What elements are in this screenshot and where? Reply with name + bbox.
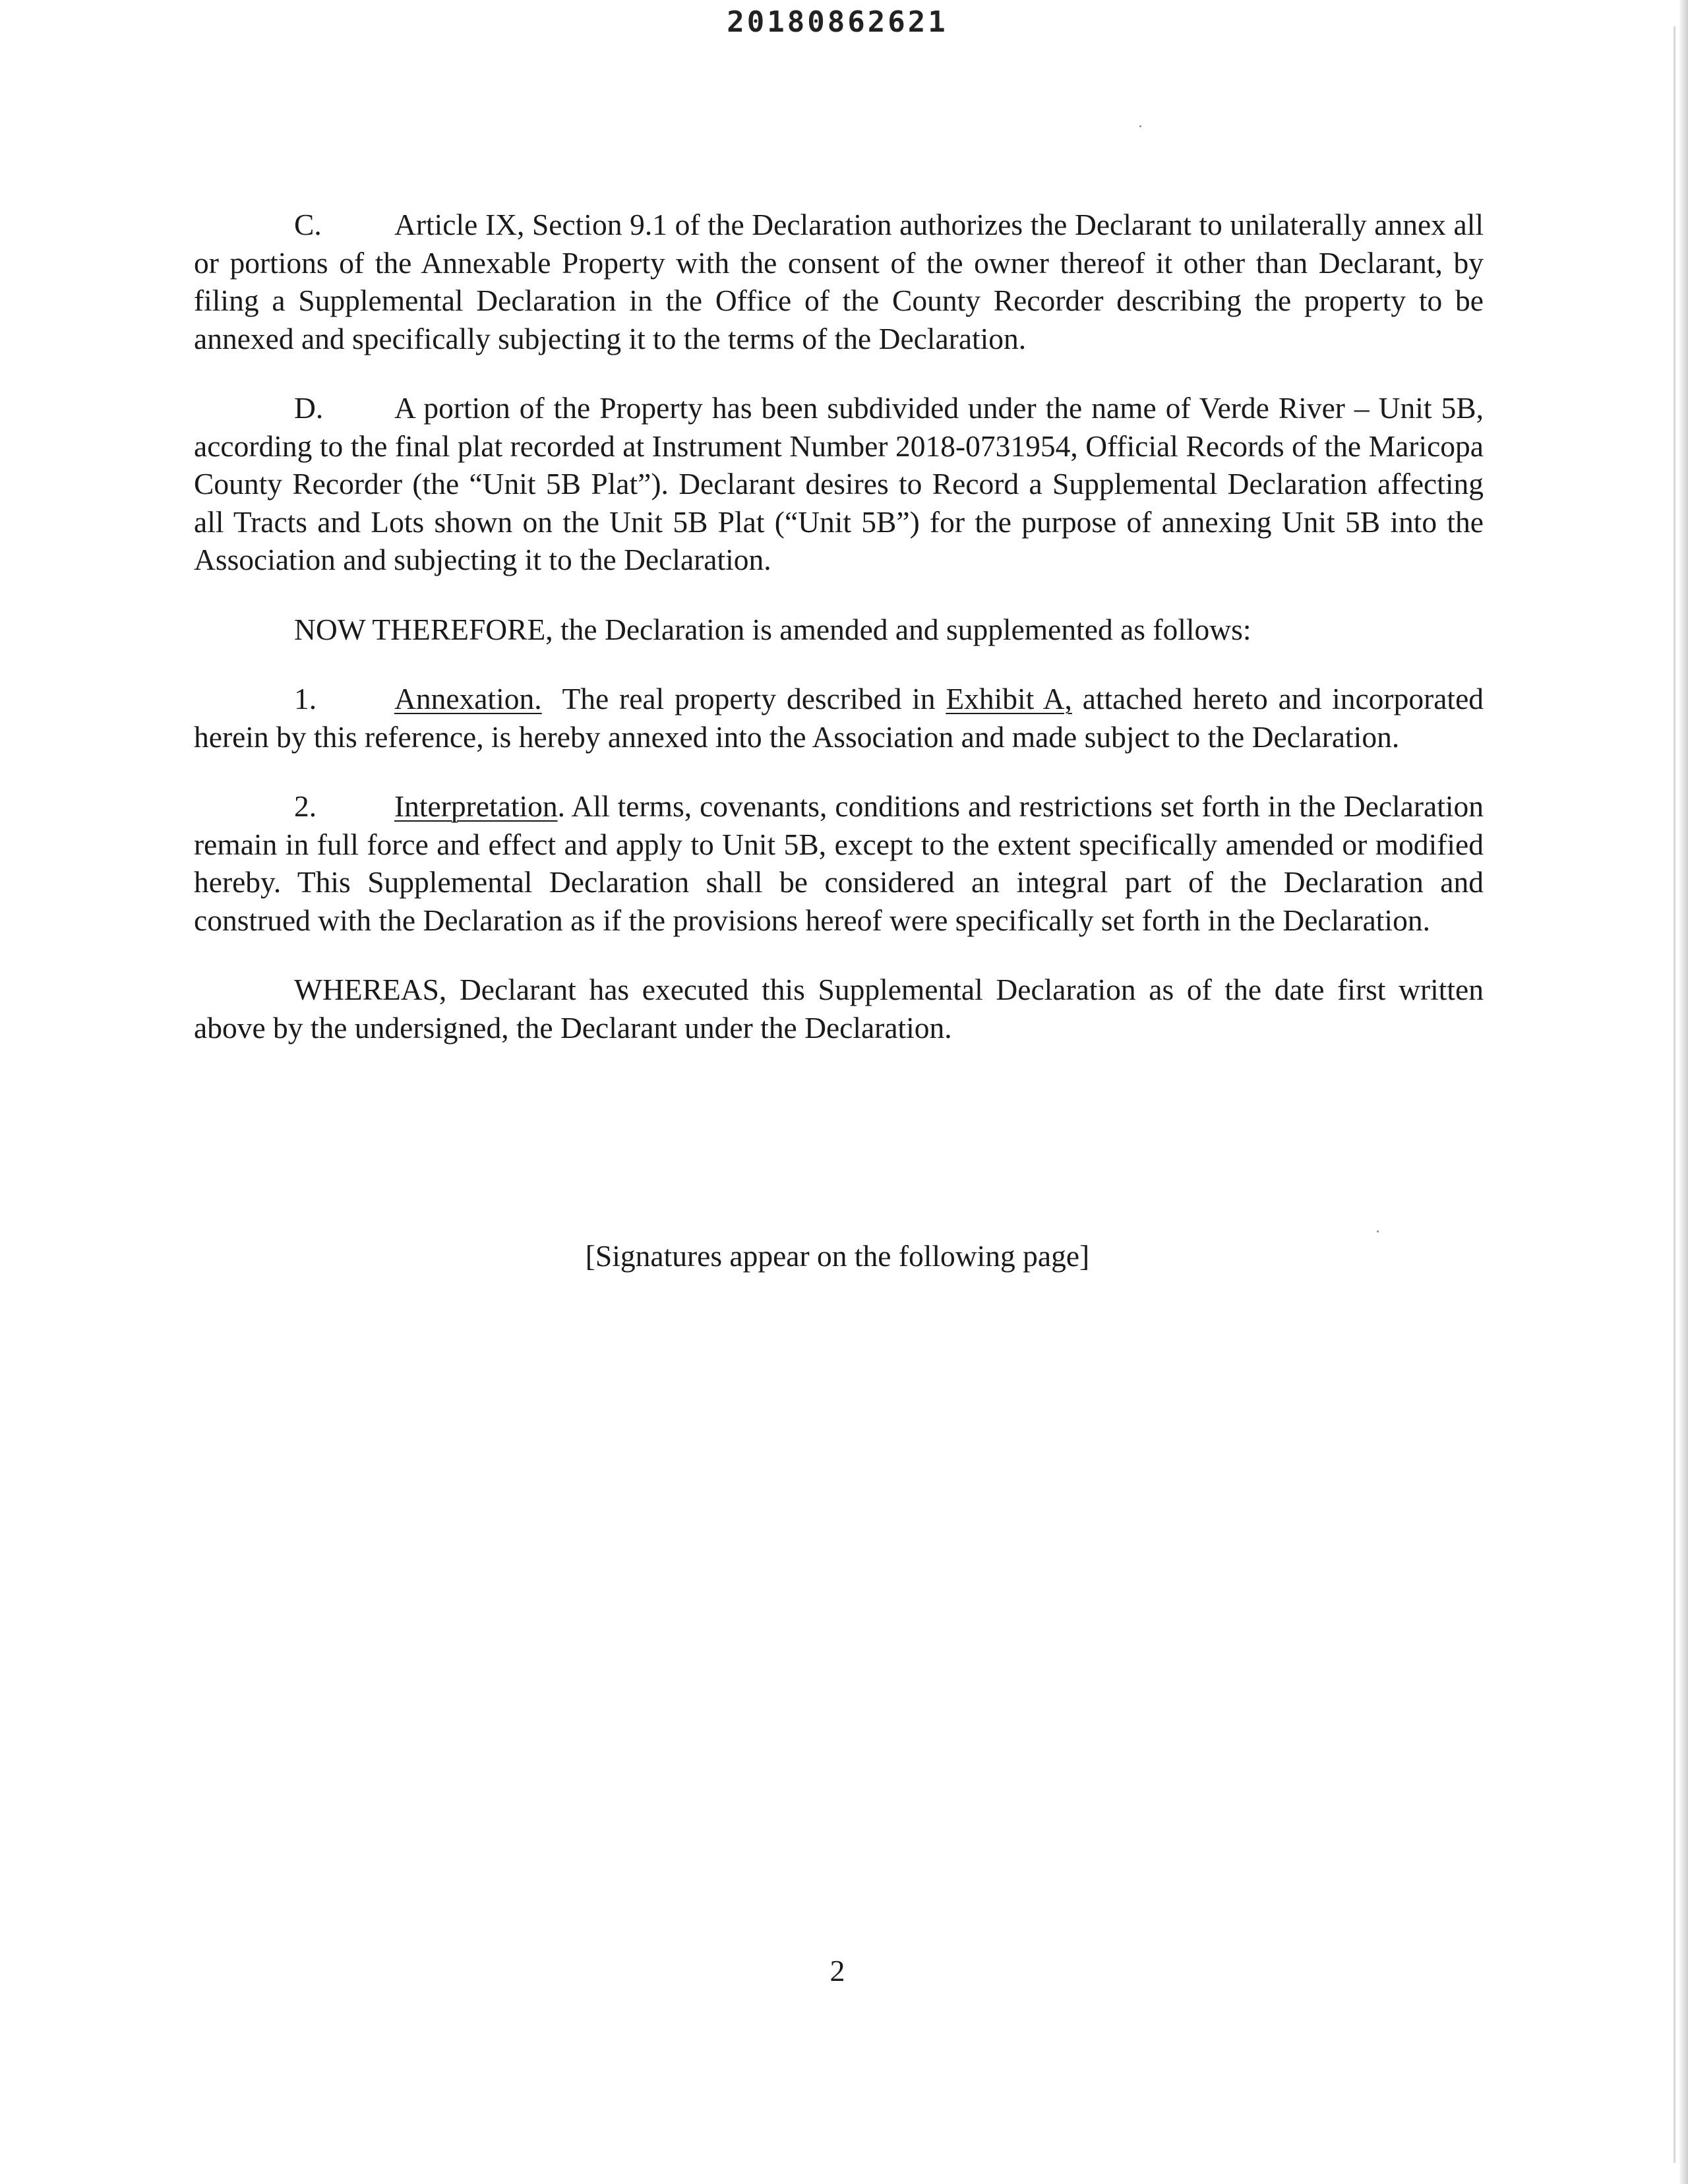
scan-speck [1377, 1230, 1379, 1232]
recital-c-text: Article IX, Section 9.1 of the Declaration authorizes the Declarant to unilaterally annex all or portions of the Annexable Property with the consent of the owner thereof it other than Declarant, by filing a Supplemental Declaration in the Office of the County Recorder describing the property to be annexed and specifically subjecting it to the terms of the Declaration. [194, 208, 1484, 355]
section-annexation [194, 680, 1484, 756]
section-2-label: 2. [294, 789, 317, 823]
section-1-text-after: attached hereto and incorporated herein by this reference, is hereby annexed into the Association and made subject to the Declaration. [194, 682, 1484, 754]
section-2-text: . All terms, covenants, conditions and restrictions set forth in the Declaration remain in full force and effect and apply to Unit 5B, except to the extent specifically amended or modified hereby. This Supplemental Declaration shall be considered an integral part of the Declaration and construed with the Declaration as if the provisions hereof were specifically set forth in the Declaration. [194, 789, 1484, 937]
signature-note: [Signatures appear on the following page] [585, 1239, 1090, 1273]
section-1-label: 1. [294, 682, 317, 715]
recording-number: 20180862621 [727, 5, 948, 39]
exhibit-a-reference: Exhibit A, [946, 682, 1072, 715]
recital-c [194, 206, 1484, 357]
section-2-heading: Interpretation [394, 789, 558, 823]
scan-speck [1139, 125, 1141, 127]
document-body [194, 206, 1484, 1078]
recital-d-label: D. [294, 391, 324, 425]
recital-d [194, 389, 1484, 579]
scan-edge-line [1673, 26, 1675, 2163]
page-number: 2 [829, 1954, 845, 1987]
section-1-text-before: The real property described in [562, 682, 936, 715]
now-therefore-text: NOW THEREFORE, the Declaration is amended and supplemented as follows: [294, 612, 1251, 646]
recital-d-text: A portion of the Property has been subdivided under the name of Verde River – Unit 5B, according to the final plat recorded at Instrument Number 2018-0731954, Official Records of the Maricopa County Recorder (the “Unit 5B Plat”). Declarant desires to Record a Supplemental Declaration affecting all Tracts and Lots shown on the Unit 5B Plat (“Unit 5B”) for the purpose of annexing Unit 5B into the Association and subjecting it to the Declaration. [194, 391, 1484, 576]
scan-edge-shadow [1679, 0, 1688, 2184]
whereas-clause [194, 971, 1484, 1046]
section-interpretation [194, 787, 1484, 939]
whereas-text: WHEREAS, Declarant has executed this Supplemental Declaration as of the date first written above by the undersigned, the Declarant under the Declaration. [194, 973, 1484, 1045]
section-1-heading: Annexation. [394, 682, 542, 715]
now-therefore-clause [194, 611, 1484, 649]
recital-c-label: C. [294, 208, 322, 241]
